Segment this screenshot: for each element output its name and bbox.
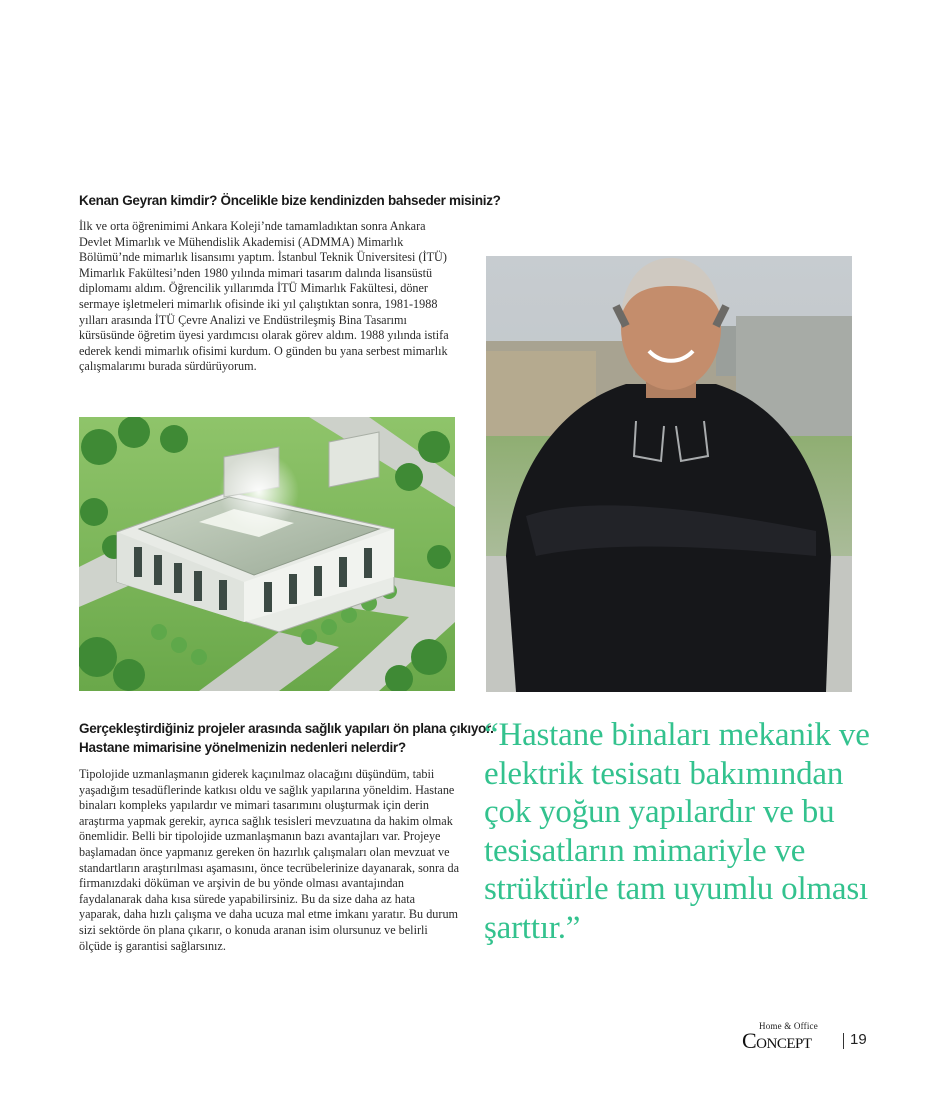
architect-portrait-photo bbox=[486, 256, 852, 692]
interview-question-2-line2: Hastane mimarisine yönelmenizin nedenleri nelerdir? bbox=[79, 740, 406, 755]
page-number: 19 bbox=[850, 1031, 867, 1048]
interview-answer-1: İlk ve orta öğrenimimi Ankara Koleji’nde tamamladıktan sonra Ankara Devlet Mimarlık ve Mühendislik Akademisi (ADMMA) Mimarlık Bölümü’nde mimarlık lisansımı yaptım. İstanbul Teknik Üniversitesi (İTÜ) Mimarlık Fakültesi’nden 1980 yılında mimari tasarım dalında lisansüstü diplomamı aldım. Öğrencilik yıllarımda İTÜ Mimarlık Fakültesi, döner sermaye işletmeleri mimarlık ofisinde iki yıl çalıştıktan sonra, 1981-1988 yılları arasında İTÜ Çevre Analizi ve Endüstrileşmiş Bina Tasarımı kürsüsünde öğretim üyesi yardımcısı olarak görev aldım. 1988 yılında istifa ederek kendi mimarlık ofisimi kurdum. O günden bu yana serbest mimarlık çalışmalarımı burada sürdürüyorum. bbox=[79, 219, 449, 374]
interview-question-2-line1: Gerçekleştirdiğiniz projeler arasında sağlık yapıları ön plana çıkıyor. bbox=[79, 721, 494, 736]
interview-question-1: Kenan Geyran kimdir? Öncelikle bize kendinizden bahseder misiniz? bbox=[79, 193, 501, 208]
hospital-building-rendering bbox=[79, 417, 455, 691]
magazine-logo: Concept bbox=[742, 1028, 812, 1053]
interview-question-2 bbox=[79, 719, 494, 757]
interview-answer-2: Tipolojide uzmanlaşmanın giderek kaçınılmaz olacağını düşündüm, tabii yaşadığım tesadüflerinde katkısı oldu ve sağlık yapılarına yöneldim. Hastane binaları kompleks yapılardır ve mimari tasarımını oluşturmak için derin araştırma yapmak gerekir, ayrıca sağlık tesisleri mevzuatına da hakim olmak önemlidir. Belli bir tipolojide uzmanlaşmanın bazı avantajları var. Projeye başlamadan önce yapmanız gereken ön hazırlık çalışmaları olan mevzuat ve standartların araştırılması aşamasını, önce tecrübelerinize dayanarak, sonra da firmanızdaki döküman ve arşivin de bu yönde olması avantajından faydalanarak daha kısa sürede yapabilirsiniz. Bu da size daha az hata yaparak, daha hızlı çalışma ve daha ucuza mal etme imkanı yaratır. Bu durum sizi sektörde ön plana çıkarır, o konuda aranan isim olursunuz ve belirli ölçüde iş garantisi sağlarsınız. bbox=[79, 767, 460, 953]
pull-quote: “Hastane binaları mekanik ve elektrik tesisatı bakımından çok yoğun yapılardır ve bu tesisatların mimariyle ve strüktürle tam uyumlu olması şarttır.” bbox=[484, 717, 870, 946]
footer-divider bbox=[843, 1033, 844, 1049]
magazine-logo-small-text: Home & Office bbox=[759, 1021, 818, 1031]
page-footer bbox=[742, 1017, 882, 1057]
